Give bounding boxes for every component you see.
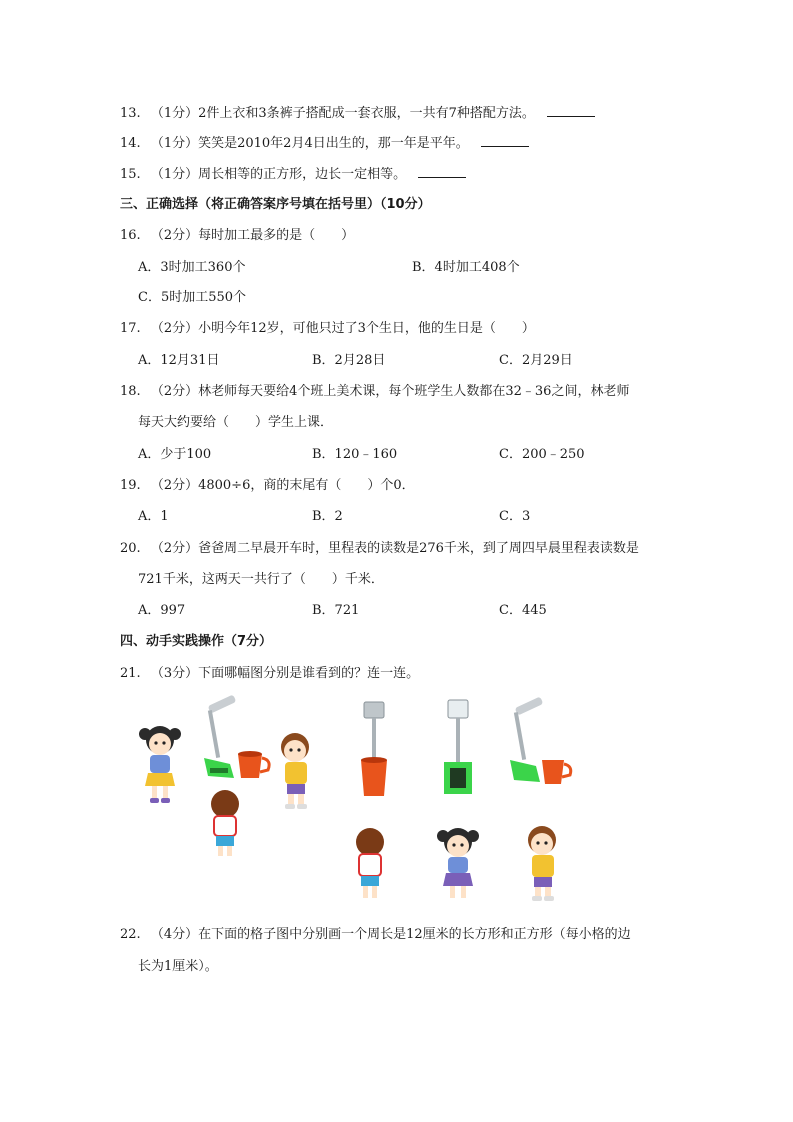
question-text: （2分）每时加工最多的是（ ） (150, 228, 355, 243)
girl-figure (139, 726, 181, 803)
question-22-continued: 长为1厘米）。 (138, 959, 218, 974)
option-b[interactable]: B．4时加工408个 (412, 260, 520, 275)
question-number: 22. (120, 927, 141, 942)
option-a[interactable]: A．12月31日 (138, 353, 220, 368)
question-number: 13. (120, 106, 141, 121)
question-22 (120, 926, 631, 944)
option-c[interactable]: C．445 (499, 603, 547, 618)
question-15 (120, 165, 466, 184)
question-20-continued: 721千米，这两天一共行了（ ）千米． (138, 572, 384, 587)
question-text: （2分）林老师每天要给4个班上美术课，每个班学生人数都在32﹣36之间，林老师 (150, 384, 630, 399)
question-17 (120, 320, 535, 338)
option-a[interactable]: A．少于100 (138, 447, 212, 462)
question-number: 20. (120, 541, 141, 556)
question-number: 21. (120, 666, 141, 681)
question-number: 18. (120, 384, 141, 399)
desk-lamp (204, 694, 236, 778)
cup (238, 751, 269, 778)
question-text: （3分）下面哪幅图分别是谁看到的？连一连。 (150, 666, 420, 681)
question-number: 19. (120, 478, 141, 493)
answer-blank[interactable] (547, 104, 595, 117)
option-b[interactable]: B．2月28日 (312, 353, 386, 368)
section-heading-3: 三、正确选择（将正确答案序号填在括号里）（10分） (120, 197, 431, 212)
question-16 (120, 227, 354, 245)
question-text: （1分）周长相等的正方形，边长一定相等。 (150, 167, 407, 182)
question-text: （2分）小明今年12岁，可他只过了3个生日，他的生日是（ ） (150, 321, 535, 336)
option-b[interactable]: B．721 (312, 603, 360, 618)
question-text: （1分）笑笑是2010年2月4日出生的，那一年是平年。 (150, 136, 469, 151)
question-13 (120, 104, 595, 123)
perspective-illustration (130, 692, 580, 914)
view-2-lamp-front (444, 700, 472, 794)
option-b[interactable]: B．2 (312, 509, 343, 524)
question-18-continued: 每天大约要给（ ）学生上课． (138, 415, 334, 430)
question-21 (120, 665, 419, 683)
boy-figure (281, 733, 309, 809)
option-c[interactable]: C．3 (499, 509, 531, 524)
answer-blank[interactable] (481, 134, 529, 147)
section-heading-4: 四、动手实践操作（7分） (120, 634, 273, 649)
question-number: 16. (120, 228, 141, 243)
question-text: （1分）2件上衣和3条裤子搭配成一套衣服，一共有7种搭配方法。 (150, 106, 535, 121)
option-c[interactable]: C．2月29日 (499, 353, 573, 368)
question-text: （2分）4800÷6，商的末尾有（ ）个0． (150, 478, 415, 493)
option-c[interactable]: C．5时加工550个 (138, 290, 247, 305)
answer-blank[interactable] (418, 165, 466, 178)
question-number: 17. (120, 321, 141, 336)
question-19 (120, 477, 415, 495)
question-14 (120, 134, 529, 153)
question-number: 14. (120, 136, 141, 151)
question-text: （2分）爸爸周二早晨开车时，里程表的读数是276千米，到了周四早晨里程表读数是 (150, 541, 639, 556)
option-a[interactable]: A．3时加工360个 (138, 260, 246, 275)
question-number: 15. (120, 167, 141, 182)
option-b[interactable]: B．120﹣160 (312, 447, 398, 462)
view-1-lamp-back (361, 702, 387, 796)
question-18 (120, 383, 629, 401)
view-3-lamp-side (510, 696, 571, 784)
question-20 (120, 540, 639, 558)
option-c[interactable]: C．200﹣250 (499, 447, 585, 462)
question-text: （4分）在下面的格子图中分别画一个周长是12厘米的长方形和正方形（每小格的边 (150, 927, 631, 942)
observer-child-back (356, 828, 384, 898)
child-back-figure (211, 790, 239, 856)
observer-girl (437, 828, 479, 898)
observer-boy (528, 826, 556, 901)
option-a[interactable]: A．1 (138, 509, 169, 524)
option-a[interactable]: A．997 (138, 603, 186, 618)
